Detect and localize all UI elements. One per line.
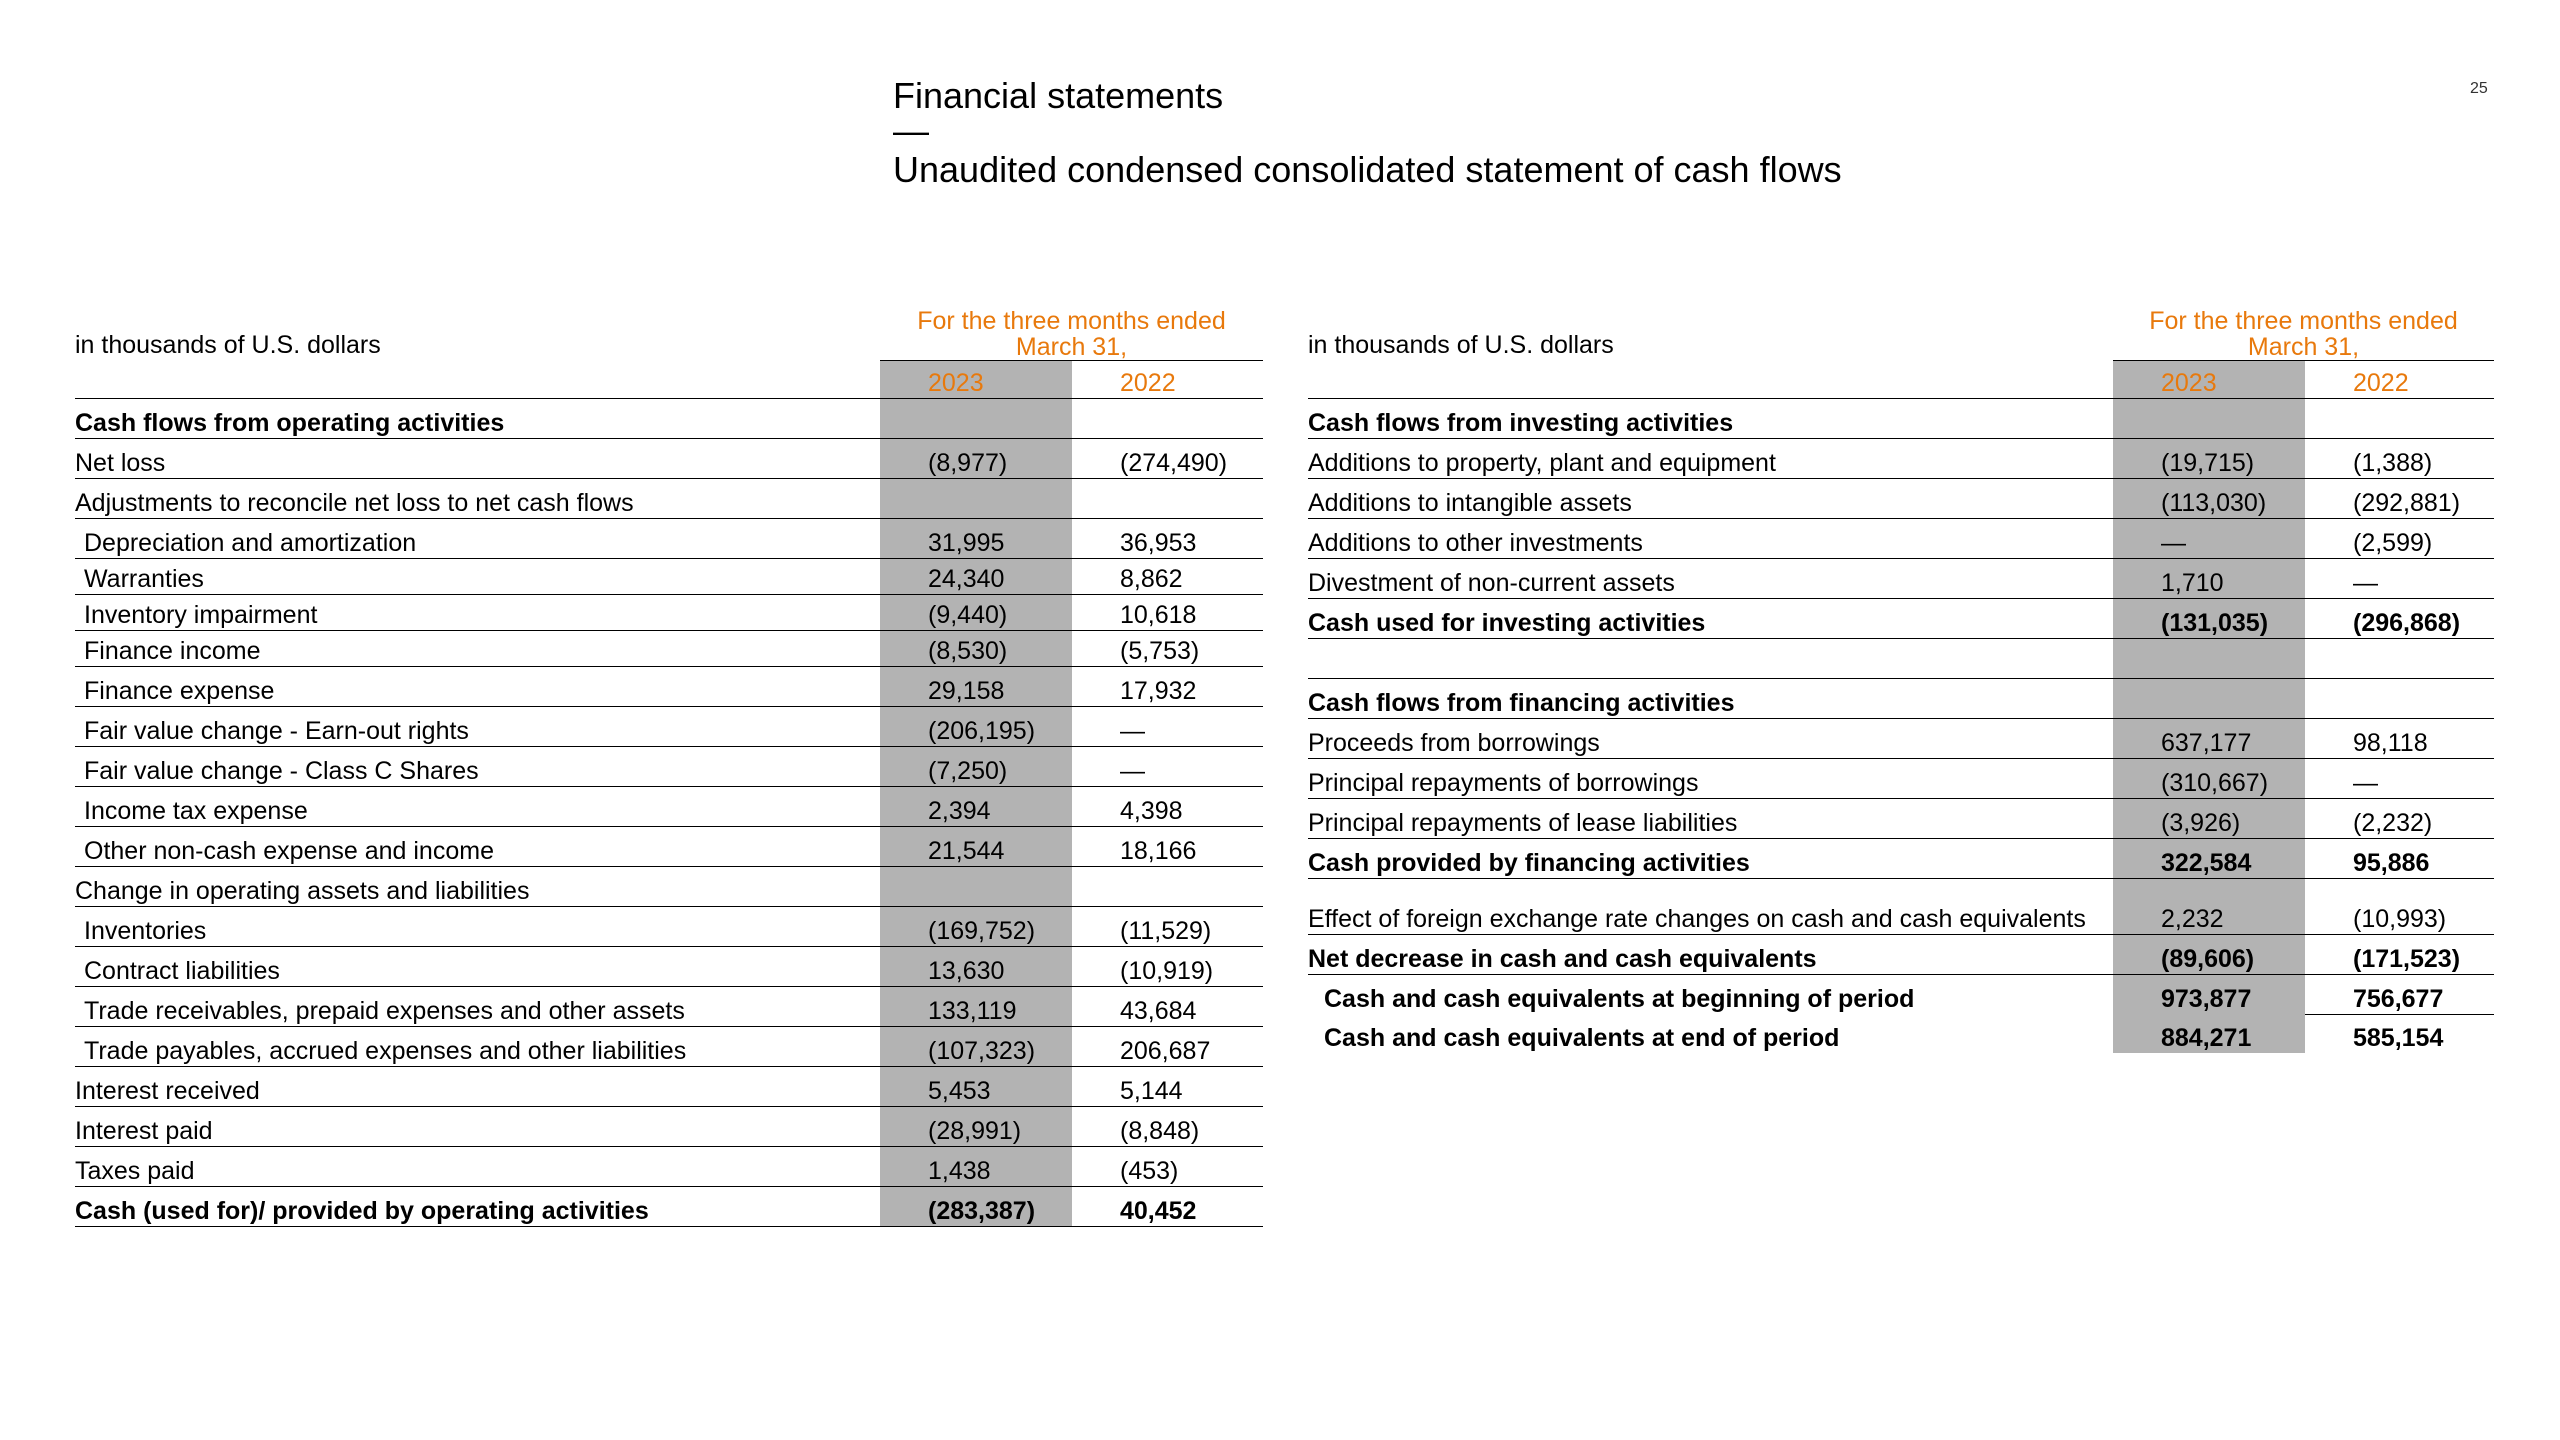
value-2023	[880, 867, 1072, 907]
table-row	[1308, 719, 2494, 759]
value-2023: 21,544	[880, 827, 1072, 867]
value-2023: (7,250)	[880, 747, 1072, 787]
row-label: Warranties	[75, 559, 880, 595]
period-label-line2: March 31,	[1015, 332, 1128, 361]
value-2022: (274,490)	[1072, 439, 1263, 479]
year-2023-header: 2023	[880, 360, 1072, 399]
table-row	[75, 787, 1263, 827]
row-label: Cash flows from investing activities	[1308, 399, 2113, 439]
row-label: Additions to property, plant and equipment	[1308, 439, 2113, 479]
row-label: Cash (used for)/ provided by operating activities	[75, 1187, 880, 1227]
table-row	[75, 1107, 1263, 1147]
value-2022: 95,886	[2305, 839, 2494, 879]
row-label: Net decrease in cash and cash equivalents	[1308, 935, 2113, 975]
value-2022: (292,881)	[2305, 479, 2494, 519]
row-label: Net loss	[75, 439, 880, 479]
table-row	[1308, 839, 2494, 879]
value-2022: 98,118	[2305, 719, 2494, 759]
value-2022: (2,599)	[2305, 519, 2494, 559]
table-row	[75, 1067, 1263, 1107]
table-row	[75, 907, 1263, 947]
table-row	[75, 1147, 1263, 1187]
value-2022: 4,398	[1072, 787, 1263, 827]
value-2023: —	[2113, 519, 2305, 559]
table-row	[1308, 519, 2494, 559]
value-2023: 133,119	[880, 987, 1072, 1027]
table-row	[1308, 975, 2494, 1015]
value-2022: (2,232)	[2305, 799, 2494, 839]
value-2022: (8,848)	[1072, 1107, 1263, 1147]
table-row	[1308, 799, 2494, 839]
value-2023: (19,715)	[2113, 439, 2305, 479]
table-row	[1308, 639, 2494, 679]
table-row	[1308, 935, 2494, 975]
value-2022: —	[2305, 759, 2494, 799]
value-2023: 1,438	[880, 1147, 1072, 1187]
value-2023: (131,035)	[2113, 599, 2305, 639]
row-label: Fair value change - Earn-out rights	[75, 707, 880, 747]
period-label-line1: For the three months ended	[917, 306, 1226, 335]
row-label: Taxes paid	[75, 1147, 880, 1187]
value-2023: 2,232	[2113, 879, 2305, 935]
row-label: Interest paid	[75, 1107, 880, 1147]
table-row	[75, 479, 1263, 519]
value-2022: 36,953	[1072, 519, 1263, 559]
value-2023: 31,995	[880, 519, 1072, 559]
year-header-row	[75, 360, 1263, 399]
row-label: Trade receivables, prepaid expenses and other assets	[75, 987, 880, 1027]
table-row	[1308, 479, 2494, 519]
operating-cash-flows-table	[75, 298, 1263, 1227]
value-2022: (10,993)	[2305, 879, 2494, 935]
value-2022: —	[2305, 559, 2494, 599]
page-title: Financial statements	[893, 75, 1224, 116]
table-row	[1308, 759, 2494, 799]
value-2022: —	[1072, 747, 1263, 787]
value-2023: 1,710	[2113, 559, 2305, 599]
value-2023: (107,323)	[880, 1027, 1072, 1067]
value-2022: (453)	[1072, 1147, 1263, 1187]
value-2023: (206,195)	[880, 707, 1072, 747]
value-2022	[2305, 399, 2494, 439]
table-row	[75, 867, 1263, 907]
year-2022-header: 2022	[2305, 360, 2494, 399]
row-label: Finance expense	[75, 667, 880, 707]
value-2023: 884,271	[2113, 1014, 2305, 1053]
value-2022: (11,529)	[1072, 907, 1263, 947]
value-2023: (9,440)	[880, 595, 1072, 631]
value-2023: 322,584	[2113, 839, 2305, 879]
period-label	[880, 298, 1263, 360]
value-2022	[2305, 679, 2494, 719]
row-label: Principal repayments of lease liabilities	[1308, 799, 2113, 839]
table-row	[1308, 1014, 2494, 1053]
value-2022: 756,677	[2305, 975, 2494, 1015]
table-row	[75, 559, 1263, 595]
page-subtitle: Unaudited condensed consolidated statement of cash flows	[893, 149, 1842, 190]
row-label: Cash used for investing activities	[1308, 599, 2113, 639]
value-2022: 17,932	[1072, 667, 1263, 707]
table-row	[1308, 599, 2494, 639]
year-2023-header: 2023	[2113, 360, 2305, 399]
value-2023: (310,667)	[2113, 759, 2305, 799]
row-label: Cash flows from operating activities	[75, 399, 880, 439]
row-label: Change in operating assets and liabilities	[75, 867, 880, 907]
table-row	[75, 987, 1263, 1027]
value-2022: 43,684	[1072, 987, 1263, 1027]
value-2023: (8,977)	[880, 439, 1072, 479]
year-2022-header: 2022	[1072, 360, 1263, 399]
table-row	[1308, 439, 2494, 479]
row-label: Inventories	[75, 907, 880, 947]
row-label: Inventory impairment	[75, 595, 880, 631]
value-2023: 24,340	[880, 559, 1072, 595]
value-2023	[880, 479, 1072, 519]
value-2022	[1072, 867, 1263, 907]
value-2022: (1,388)	[2305, 439, 2494, 479]
row-label: Additions to other investments	[1308, 519, 2113, 559]
period-label	[2113, 298, 2494, 360]
row-label: Principal repayments of borrowings	[1308, 759, 2113, 799]
value-2022	[1072, 399, 1263, 439]
value-2023: 973,877	[2113, 975, 2305, 1015]
table-row	[75, 1187, 1263, 1227]
table-row	[75, 519, 1263, 559]
table-row	[1308, 399, 2494, 439]
value-2023: (8,530)	[880, 631, 1072, 667]
table-row	[75, 399, 1263, 439]
row-label: Divestment of non-current assets	[1308, 559, 2113, 599]
table-row	[1308, 559, 2494, 599]
table-header-row	[75, 298, 1263, 360]
row-label: Cash provided by financing activities	[1308, 839, 2113, 879]
value-2022: —	[1072, 707, 1263, 747]
row-label: Contract liabilities	[75, 947, 880, 987]
row-label: Adjustments to reconcile net loss to net cash flows	[75, 479, 880, 519]
table-row	[1308, 879, 2494, 935]
title-dash: —	[893, 120, 929, 146]
row-label: Additions to intangible assets	[1308, 479, 2113, 519]
value-2022: (296,868)	[2305, 599, 2494, 639]
table-row	[75, 747, 1263, 787]
table-row	[75, 595, 1263, 631]
row-label: Cash and cash equivalents at end of period	[1324, 1024, 1840, 1052]
row-label: Other non-cash expense and income	[75, 827, 880, 867]
value-2022	[1072, 479, 1263, 519]
row-label: Cash flows from financing activities	[1308, 679, 2113, 719]
row-label: Finance income	[75, 631, 880, 667]
investing-financing-cash-flows-table	[1308, 298, 2494, 1053]
row-label: Effect of foreign exchange rate changes on cash and cash equivalents	[1308, 879, 2113, 935]
row-label: Proceeds from borrowings	[1308, 719, 2113, 759]
value-2022: 18,166	[1072, 827, 1263, 867]
value-2022: 206,687	[1072, 1027, 1263, 1067]
value-2022: (10,919)	[1072, 947, 1263, 987]
value-2023: (283,387)	[880, 1187, 1072, 1227]
year-header-row	[1308, 360, 2494, 399]
table-row	[75, 1027, 1263, 1067]
period-label-line2: March 31,	[2247, 332, 2360, 361]
page-header	[893, 72, 1842, 194]
value-2022: 5,144	[1072, 1067, 1263, 1107]
value-2023	[880, 399, 1072, 439]
table-row	[75, 827, 1263, 867]
table-row	[75, 667, 1263, 707]
value-2022: 40,452	[1072, 1187, 1263, 1227]
value-2022: 10,618	[1072, 595, 1263, 631]
page-number: 25	[2470, 80, 2488, 97]
row-label: Trade payables, accrued expenses and other liabilities	[75, 1027, 880, 1067]
value-2022: 8,862	[1072, 559, 1263, 595]
value-2023: 2,394	[880, 787, 1072, 827]
value-2023: 13,630	[880, 947, 1072, 987]
value-2023: (113,030)	[2113, 479, 2305, 519]
value-2023	[2113, 639, 2305, 679]
unit-label: in thousands of U.S. dollars	[1308, 331, 1614, 359]
value-2023: (28,991)	[880, 1107, 1072, 1147]
row-label: Fair value change - Class C Shares	[75, 747, 880, 787]
table-row	[75, 707, 1263, 747]
value-2023: 29,158	[880, 667, 1072, 707]
table-header-row	[1308, 298, 2494, 360]
value-2023	[2113, 679, 2305, 719]
row-label	[1308, 639, 2113, 679]
value-2023: (169,752)	[880, 907, 1072, 947]
value-2022: 585,154	[2353, 1024, 2444, 1052]
value-2022	[2305, 639, 2494, 679]
table-row	[75, 439, 1263, 479]
unit-label: in thousands of U.S. dollars	[75, 331, 381, 359]
value-2023	[2113, 399, 2305, 439]
table-row	[1308, 679, 2494, 719]
value-2023: 5,453	[880, 1067, 1072, 1107]
row-label: Depreciation and amortization	[75, 519, 880, 559]
value-2022: (5,753)	[1072, 631, 1263, 667]
table-row	[75, 631, 1263, 667]
value-2023: (89,606)	[2113, 935, 2305, 975]
table-row	[75, 947, 1263, 987]
row-label: Cash and cash equivalents at beginning of period	[1324, 985, 1915, 1013]
value-2023: (3,926)	[2113, 799, 2305, 839]
period-label-line1: For the three months ended	[2149, 306, 2458, 335]
row-label: Interest received	[75, 1067, 880, 1107]
value-2023: 637,177	[2113, 719, 2305, 759]
value-2022: (171,523)	[2305, 935, 2494, 975]
row-label: Income tax expense	[75, 787, 880, 827]
